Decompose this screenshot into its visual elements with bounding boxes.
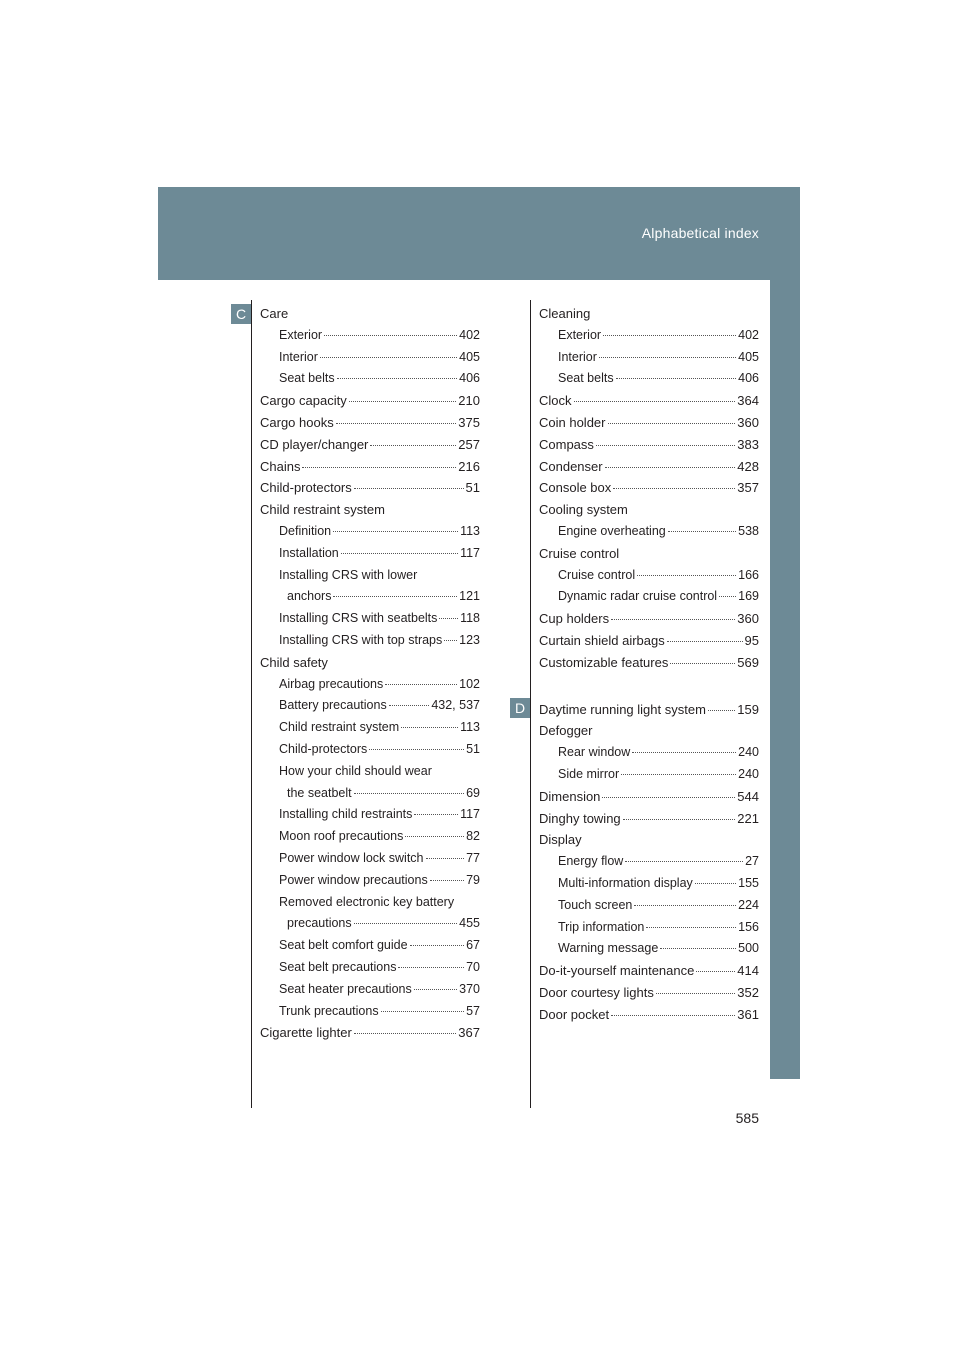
index-page-ref: 357 (737, 480, 759, 496)
index-term: Warning message (558, 941, 659, 956)
index-entry (539, 742, 759, 764)
index-page-ref: 240 (738, 745, 759, 760)
index-entry (539, 1004, 759, 1026)
index-entry (260, 586, 480, 608)
dot-leader (405, 836, 464, 837)
index-page-ref: 69 (466, 785, 480, 800)
index-term: Airbag precautions (279, 676, 384, 691)
page-number: 585 (735, 1110, 759, 1126)
index-term: Installing child restraints (279, 807, 413, 822)
index-page-ref: 383 (737, 436, 759, 452)
dot-leader (389, 705, 430, 706)
dot-leader (599, 357, 736, 358)
index-term: Child restraint system (279, 720, 400, 735)
dot-leader (611, 619, 735, 620)
index-entry (260, 434, 480, 456)
index-page-ref: 159 (737, 701, 759, 717)
index-term: Curtain shield airbags (539, 632, 665, 648)
index-heading: Care (260, 306, 289, 321)
index-page-ref: 544 (737, 788, 759, 804)
index-page-ref: 221 (737, 810, 759, 826)
index-page-ref: 27 (745, 854, 759, 869)
dot-leader (444, 640, 457, 641)
index-entry (539, 938, 759, 960)
index-page-ref: 500 (738, 941, 759, 956)
index-page-ref: 406 (459, 371, 480, 386)
index-term: Trip information (558, 919, 645, 934)
index-page-ref: 77 (466, 850, 480, 865)
index-page-ref: 402 (459, 327, 480, 342)
index-page-ref: 121 (459, 589, 480, 604)
dot-leader (381, 1011, 465, 1012)
index-entry (260, 456, 480, 478)
dot-leader (354, 923, 458, 924)
index-term: Dinghy towing (539, 810, 621, 826)
index-page-ref: 118 (460, 611, 480, 626)
dot-leader (667, 641, 743, 642)
index-page-ref: 79 (466, 872, 480, 887)
index-page-ref: 113 (460, 720, 480, 735)
dot-leader (341, 553, 458, 554)
index-heading: Child safety (260, 654, 328, 670)
index-entry (260, 674, 480, 696)
index-page-ref: 361 (737, 1006, 759, 1022)
index-term: Trunk precautions (279, 1003, 379, 1018)
index-term: Seat belt comfort guide (279, 938, 408, 953)
dot-leader (333, 531, 458, 532)
index-page-ref: 367 (458, 1025, 480, 1041)
index-term: Cruise control (558, 567, 636, 582)
dot-leader (621, 774, 736, 775)
index-entry (260, 870, 480, 892)
dot-leader (613, 488, 735, 489)
index-entry (539, 586, 759, 608)
dot-leader (611, 1015, 735, 1016)
index-term: Interior (558, 349, 597, 364)
index-term: Door pocket (539, 1006, 610, 1022)
index-entry (260, 826, 480, 848)
dot-leader (668, 531, 736, 532)
index-page-ref: 569 (737, 654, 759, 670)
section-letter-c-badge: C (231, 304, 251, 324)
index-heading: Cruise control (539, 545, 620, 561)
index-term: Definition (279, 523, 332, 538)
dot-leader (414, 814, 458, 815)
dot-leader (608, 423, 736, 424)
index-entry (260, 1001, 480, 1023)
index-page-ref: 432, 537 (431, 698, 480, 713)
index-page-ref: 364 (737, 393, 759, 409)
dot-leader (410, 945, 465, 946)
index-term: Cargo hooks (260, 414, 334, 430)
index-term: Do-it-yourself maintenance (539, 963, 695, 979)
dot-leader (320, 357, 457, 358)
index-term: Side mirror (558, 766, 620, 781)
dot-leader (337, 378, 458, 379)
section-gap (539, 674, 759, 699)
index-page-ref: 123 (459, 632, 480, 647)
dot-leader (632, 752, 736, 753)
dot-leader (646, 927, 736, 928)
section-thumb-tab (770, 280, 800, 1079)
index-heading: Defogger (539, 723, 593, 739)
dot-leader (401, 727, 458, 728)
index-page-ref: 375 (458, 414, 480, 430)
index-page-ref: 117 (460, 545, 480, 560)
index-entry (260, 543, 480, 565)
dot-leader (708, 710, 735, 711)
index-entry (539, 652, 759, 674)
index-page-ref: 51 (465, 480, 480, 496)
left-column-rule (251, 300, 252, 1108)
index-page-ref: 57 (466, 1003, 480, 1018)
index-entry (260, 1022, 480, 1044)
index-term: Rear window (558, 745, 631, 760)
index-page-ref: 370 (459, 981, 480, 996)
index-entry (260, 608, 480, 630)
index-term: Exterior (558, 327, 602, 342)
index-page-ref: 82 (466, 829, 480, 844)
section-letter-d-badge: D (510, 698, 530, 718)
index-term: CD player/changer (260, 436, 369, 452)
index-page-ref: 102 (459, 676, 480, 691)
index-heading: Cleaning (539, 306, 591, 321)
index-page-ref: 210 (458, 393, 480, 409)
index-entry (260, 390, 480, 412)
index-term: Door courtesy lights (539, 984, 654, 1000)
index-entry (260, 783, 480, 805)
dot-leader (695, 883, 736, 884)
index-entry (260, 979, 480, 1001)
index-entry (260, 368, 480, 390)
index-entry (539, 390, 759, 412)
dot-leader (596, 445, 735, 446)
index-term: Condenser (539, 458, 603, 474)
index-entry (260, 477, 480, 499)
index-heading: Display (539, 832, 582, 848)
index-entry (539, 347, 759, 369)
index-page-ref: 166 (738, 567, 759, 582)
dot-leader (336, 423, 457, 424)
index-page-ref: 224 (738, 897, 759, 912)
dot-leader (660, 948, 736, 949)
index-entry (260, 347, 480, 369)
index-entry (260, 717, 480, 739)
index-term: Power window precautions (279, 872, 428, 887)
index-term: the seatbelt (287, 785, 352, 800)
index-term: Dynamic radar cruise control (558, 589, 718, 604)
index-page-ref: 538 (738, 523, 759, 538)
index-page-ref: 216 (458, 458, 480, 474)
index-term: Touch screen (558, 897, 633, 912)
index-entry (539, 917, 759, 939)
index-page-ref: 352 (737, 984, 759, 1000)
index-term: Cargo capacity (260, 393, 347, 409)
dot-leader (369, 749, 464, 750)
index-term: Dimension (539, 788, 601, 804)
index-column-left (260, 303, 480, 1044)
index-term: Compass (539, 436, 594, 452)
index-entry (539, 608, 759, 630)
index-term: Engine overheating (558, 523, 666, 538)
header-band (158, 187, 800, 280)
index-entry (260, 521, 480, 543)
index-page-ref: 117 (460, 807, 480, 822)
index-term: Cup holders (539, 611, 610, 627)
index-entry (539, 456, 759, 478)
index-page-ref: 113 (460, 523, 480, 538)
index-term: Child-protectors (279, 741, 368, 756)
index-entry (260, 695, 480, 717)
dot-leader (354, 488, 464, 489)
index-entry (539, 434, 759, 456)
index-term: Energy flow (558, 854, 624, 869)
dot-leader (605, 467, 736, 468)
dot-leader (616, 378, 737, 379)
index-page-ref: 70 (466, 959, 480, 974)
dot-leader (696, 971, 735, 972)
dot-leader (398, 967, 464, 968)
index-page-ref: 51 (466, 741, 480, 756)
dot-leader (439, 618, 458, 619)
index-term: Seat heater precautions (279, 981, 412, 996)
right-column-rule (530, 300, 531, 1108)
index-heading: Child restraint system (260, 502, 385, 518)
index-term: Seat belt precautions (279, 959, 397, 974)
index-page-ref: 455 (459, 916, 480, 931)
index-page-ref: 406 (738, 371, 759, 386)
index-term: anchors (287, 589, 332, 604)
index-entry (260, 739, 480, 761)
index-entry (260, 935, 480, 957)
index-page-ref: 95 (744, 632, 759, 648)
index-entry (539, 412, 759, 434)
index-page-ref: 240 (738, 766, 759, 781)
dot-leader (354, 793, 464, 794)
dot-leader (656, 993, 735, 994)
dot-leader (333, 596, 457, 597)
index-term: Seat belts (558, 371, 614, 386)
index-entry (539, 808, 759, 830)
index-entry (539, 699, 759, 721)
index-page-ref: 414 (737, 963, 759, 979)
index-term: Customizable features (539, 654, 669, 670)
dot-leader (370, 445, 456, 446)
dot-leader (719, 596, 736, 597)
index-heading: Removed electronic key battery (279, 894, 455, 909)
index-heading: Installing CRS with lower (279, 567, 418, 582)
index-heading: Cooling system (539, 502, 628, 518)
dot-leader (385, 684, 457, 685)
dot-leader (354, 1033, 457, 1034)
dot-leader (302, 467, 456, 468)
index-page-ref: 405 (738, 349, 759, 364)
dot-leader (430, 880, 464, 881)
index-heading: How your child should wear (279, 763, 432, 778)
dot-leader (349, 401, 457, 402)
index-column-right (539, 303, 759, 1026)
index-entry (539, 895, 759, 917)
index-entry (539, 786, 759, 808)
index-term: Installing CRS with top straps (279, 632, 443, 647)
index-entry (539, 851, 759, 873)
dot-leader (324, 335, 457, 336)
dot-leader (603, 335, 736, 336)
index-entry (539, 368, 759, 390)
page-title: Alphabetical index (641, 225, 759, 241)
dot-leader (574, 401, 736, 402)
index-entry (260, 848, 480, 870)
index-page-ref: 155 (738, 875, 759, 890)
index-term: Multi-information display (558, 875, 693, 890)
index-page-ref: 67 (466, 938, 480, 953)
index-term: Installing CRS with seatbelts (279, 611, 438, 626)
index-entry (539, 521, 759, 543)
index-entry (260, 957, 480, 979)
index-term: Daytime running light system (539, 701, 706, 717)
index-entry (260, 630, 480, 652)
index-page-ref: 402 (738, 327, 759, 342)
index-entry (539, 565, 759, 587)
index-term: Battery precautions (279, 698, 387, 713)
index-term: Installation (279, 545, 339, 560)
index-page-ref: 428 (737, 458, 759, 474)
index-term: Exterior (279, 327, 323, 342)
index-term: Clock (539, 393, 572, 409)
index-entry (539, 325, 759, 347)
dot-leader (670, 663, 735, 664)
index-term: Interior (279, 349, 318, 364)
dot-leader (426, 858, 465, 859)
index-term: Chains (260, 458, 301, 474)
index-term: Cigarette lighter (260, 1025, 352, 1041)
index-page-ref: 360 (737, 611, 759, 627)
index-entry (260, 804, 480, 826)
index-page-ref: 360 (737, 414, 759, 430)
index-entry (539, 873, 759, 895)
index-page-ref: 156 (738, 919, 759, 934)
index-entry (539, 630, 759, 652)
dot-leader (602, 797, 735, 798)
dot-leader (623, 819, 736, 820)
index-term: Moon roof precautions (279, 829, 404, 844)
index-term: Seat belts (279, 371, 335, 386)
index-entry (539, 982, 759, 1004)
dot-leader (637, 575, 736, 576)
index-entry (539, 960, 759, 982)
index-page-ref: 169 (738, 589, 759, 604)
index-entry (539, 764, 759, 786)
dot-leader (414, 989, 457, 990)
index-term: precautions (287, 916, 352, 931)
index-entry (539, 477, 759, 499)
index-entry (260, 325, 480, 347)
dot-leader (625, 861, 743, 862)
index-page-ref: 405 (459, 349, 480, 364)
index-term: Child-protectors (260, 480, 352, 496)
index-term: Power window lock switch (279, 850, 424, 865)
index-page-ref: 257 (458, 436, 480, 452)
index-entry (260, 412, 480, 434)
dot-leader (634, 905, 736, 906)
index-term: Console box (539, 480, 612, 496)
index-entry (260, 913, 480, 935)
index-term: Coin holder (539, 414, 606, 430)
